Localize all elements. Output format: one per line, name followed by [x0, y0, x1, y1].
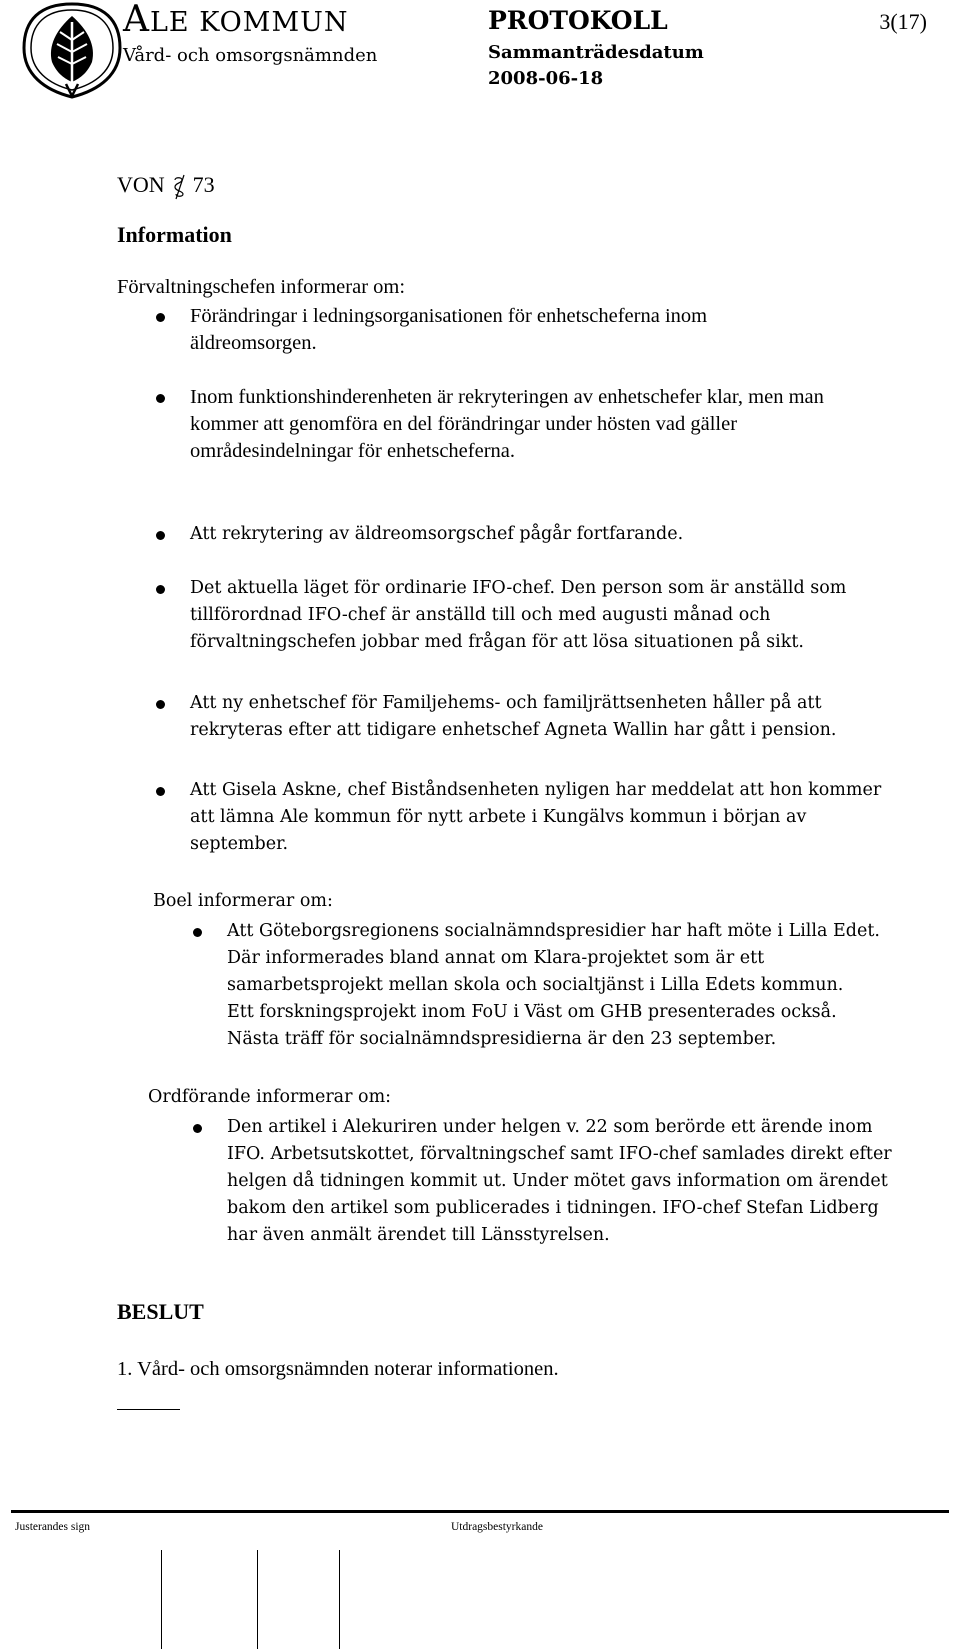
paragraph-reference-prefix: VON: [117, 172, 165, 198]
document-title: PROTOKOLL: [488, 6, 668, 35]
list-item: [190, 303, 940, 357]
section-intro: Ordförande informerar om:: [148, 1087, 392, 1107]
list-item-line: Där informerades bland annat om Klara-projektet som är ett: [227, 948, 765, 968]
bullet-dot-icon: [156, 313, 165, 322]
list-item-line: förvaltningschefen jobbar med frågan för att lösa situationen på sikt.: [190, 632, 804, 652]
list-item: [190, 690, 940, 744]
list-item-line: Den artikel i Alekuriren under helgen v. 22 som berörde ett ärende inom: [227, 1117, 873, 1137]
list-item: [190, 777, 940, 858]
bullet-dot-icon: [156, 585, 165, 594]
paragraph-reference: [117, 172, 215, 202]
list-item-line: äldreomsorgen.: [190, 332, 317, 354]
list-item-line: att lämna Ale kommun för nytt arbete i Kungälvs kommun i början av: [190, 807, 807, 827]
list-item-line: Förändringar i ledningsorganisationen för enhetscheferna inom: [190, 305, 708, 327]
list-item-line: kommer att genomföra en del förändringar under hösten vad gäller: [190, 413, 738, 435]
list-item-line: samarbetsprojekt mellan skola och socialtjänst i Lilla Edets kommun.: [227, 975, 844, 995]
meeting-date: 2008-06-18: [488, 68, 604, 89]
list-item-line: september.: [190, 834, 289, 854]
organization-name-initial: A: [123, 0, 150, 40]
list-item-line: områdesindelningar för enhetscheferna.: [190, 440, 516, 462]
bullet-dot-icon: [156, 531, 165, 540]
list-item-line: tillförordnad IFO-chef är anställd till och med augusti månad och: [190, 605, 771, 625]
list-item-line: rekryteras efter att tidigare enhetschef Agneta Wallin har gått i pension.: [190, 720, 837, 740]
list-item-line: Att Gisela Askne, chef Biståndsenheten nyligen har meddelat att hon kommer: [190, 780, 882, 800]
list-item-line: bakom den artikel som publicerades i tidningen. IFO-chef Stefan Lidberg: [227, 1198, 879, 1218]
list-item-line: Ett forskningsprojekt inom FoU i Väst om GHB presenterades också.: [227, 1002, 837, 1022]
meeting-date-label: Sammanträdesdatum: [488, 42, 704, 63]
page-number: 3(17): [879, 9, 927, 34]
list-item: [227, 1114, 947, 1249]
list-item: [190, 575, 940, 656]
organization-name-rest: LE KOMMUN: [150, 7, 349, 38]
end-rule: [117, 1409, 180, 1410]
department-name: Vård- och omsorgsnämnden: [123, 45, 378, 66]
list-item-line: har även anmält ärendet till Länsstyrelsen.: [227, 1225, 610, 1245]
list-item: [190, 521, 940, 548]
decision-heading: BESLUT: [117, 1299, 204, 1324]
section-intro: Boel informerar om:: [153, 891, 333, 911]
signature-box-divider: [339, 1550, 340, 1649]
list-item-line: Nästa träff för socialnämndspresidierna är den 23 september.: [227, 1029, 777, 1049]
signature-box-divider: [257, 1550, 258, 1649]
item-title: Information: [117, 222, 232, 247]
paragraph-reference-number: 73: [192, 172, 215, 198]
paragraph-sign-icon: [169, 172, 189, 202]
signature-label: Justerandes sign: [15, 1521, 91, 1533]
decision-item: 1. Vård- och omsorgsnämnden noterar informationen.: [117, 1358, 559, 1380]
list-item-line: Inom funktionshinderenheten är rekryteringen av enhetschefer klar, men man: [190, 386, 824, 408]
bullet-dot-icon: [193, 1124, 202, 1133]
municipality-logo-icon: [18, 0, 126, 100]
section-intro: Förvaltningschefen informerar om:: [117, 276, 406, 298]
list-item-line: IFO. Arbetsutskottet, förvaltningschef samt IFO-chef samlades direkt efter: [227, 1144, 892, 1164]
list-item-line: Att Göteborgsregionens socialnämndspresidier har haft möte i Lilla Edet.: [227, 921, 880, 941]
bullet-dot-icon: [156, 700, 165, 709]
signature-box-divider: [161, 1550, 162, 1649]
list-item-line: Att ny enhetschef för Familjehems- och familjrättsenheten håller på att: [190, 693, 822, 713]
bullet-dot-icon: [156, 394, 165, 403]
footer-rule: [11, 1510, 949, 1513]
list-item: [227, 918, 947, 1053]
list-item: [190, 384, 940, 465]
bullet-dot-icon: [193, 928, 202, 937]
bullet-dot-icon: [156, 787, 165, 796]
organization-name: [123, 2, 348, 38]
list-item-line: helgen då tidningen kommit ut. Under mötet gavs information om ärendet: [227, 1171, 888, 1191]
list-item-line: Det aktuella läget för ordinarie IFO-chef. Den person som är anställd som: [190, 578, 847, 598]
list-item-line: Att rekrytering av äldreomsorgschef pågår fortfarande.: [190, 524, 684, 544]
extract-certification-label: Utdragsbestyrkande: [451, 1521, 543, 1533]
